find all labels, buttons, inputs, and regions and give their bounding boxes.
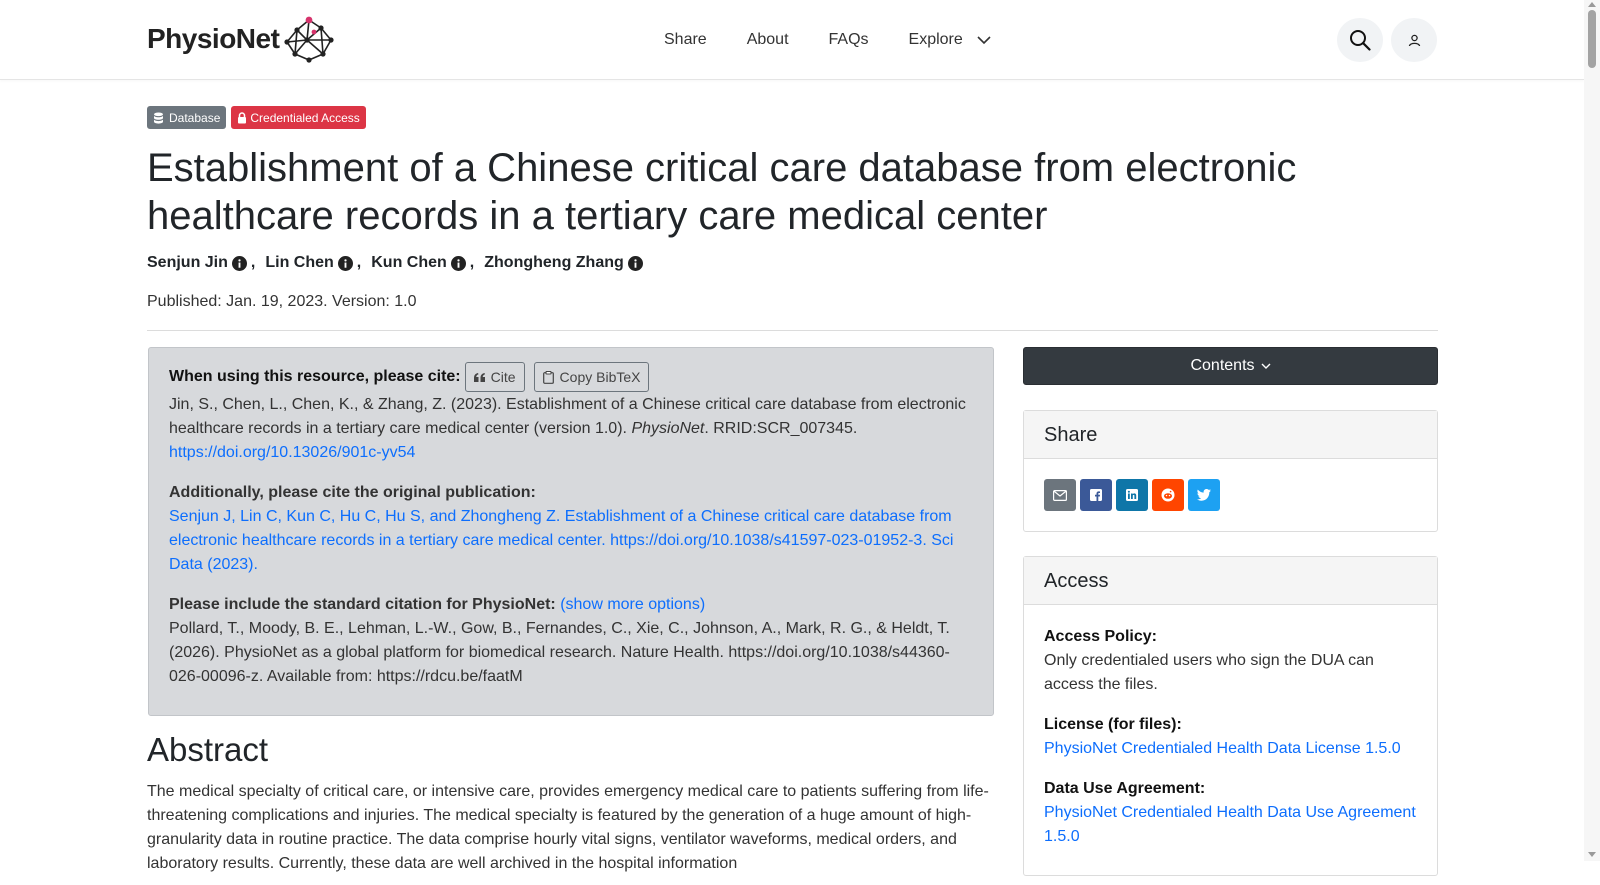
chevron-down-icon — [1261, 363, 1271, 370]
license-link[interactable]: PhysioNet Credentialed Health Data License 1.5.0 — [1044, 740, 1401, 757]
physionet-network-logo-icon — [281, 14, 337, 64]
search-button[interactable] — [1337, 18, 1383, 62]
citation-journal: PhysioNet — [631, 420, 705, 437]
access-policy-text: Only credentialed users who sign the DUA can access the files. — [1044, 652, 1374, 693]
project-badges — [147, 106, 371, 129]
author-list — [147, 251, 643, 275]
copy-bibtex-button[interactable] — [534, 362, 650, 392]
brand-logo-link[interactable] — [147, 14, 337, 64]
info-circle-icon[interactable] — [338, 256, 353, 271]
user-icon — [1408, 34, 1421, 47]
quote-icon — [474, 373, 485, 382]
info-circle-icon[interactable] — [451, 256, 466, 271]
main-nav — [664, 28, 1031, 52]
dua-label: Data Use Agreement: — [1044, 780, 1206, 797]
page-title: Establishment of a Chinese critical care database from electronic healthcare records in a tertiary care medical center — [147, 146, 1297, 238]
author-name: Lin Chen — [265, 254, 334, 271]
linkedin-icon — [1126, 489, 1138, 501]
author-name: Zhongheng Zhang — [484, 254, 624, 271]
citation-text-main: Jin, S., Chen, L., Chen, K., & Zhang, Z. (2023). Establishment of a Chinese critical care database from electronic healthcare records in a tertiary care medical center (version 1.0). — [169, 396, 966, 437]
original-publication-heading: Additionally, please cite the original publication: — [169, 484, 536, 501]
author-item[interactable] — [371, 251, 466, 275]
nav-about[interactable]: About — [746, 31, 789, 48]
chevron-down-icon — [977, 36, 991, 45]
access-policy-label: Access Policy: — [1044, 628, 1157, 645]
original-publication-link[interactable]: Senjun J, Lin C, Kun C, Hu C, Hu S, and Zhongheng Z. Establishment of a Chinese critical care database from electronic healthcare records in a tertiary care medical center. https://doi.org/10.1038/s41597-023-01952-3. Sci Data (2023). — [169, 508, 954, 573]
standard-citation-heading: Please include the standard citation for PhysioNet: — [169, 596, 556, 613]
twitter-icon — [1197, 489, 1211, 501]
scroll-up-arrow-icon[interactable] — [1588, 2, 1596, 7]
author-separator: , — [356, 254, 362, 271]
author-separator: , — [469, 254, 475, 271]
standard-citation-text: Pollard, T., Moody, B. E., Lehman, L.-W., Gow, B., Fernandes, C., Xie, C., Johnson, A., Mark, R. G., & Heldt, T. (2026). PhysioNet as a global platform for biomedical research. Nature Health. https://doi.org/10.1038/s44360-026-00096-z. Available from: https://rdcu.be/faatM — [169, 620, 950, 685]
citation-heading: When using this resource, please cite: — [169, 368, 461, 385]
citation-doi-link[interactable]: https://doi.org/10.13026/901c-yv54 — [169, 444, 416, 461]
access-card-heading: Access — [1024, 557, 1437, 605]
license-label: License (for files): — [1044, 716, 1182, 733]
show-more-options-link[interactable]: (show more options) — [560, 596, 706, 613]
author-item[interactable] — [147, 251, 247, 275]
database-badge — [147, 106, 226, 129]
published-info: Published: Jan. 19, 2023. Version: 1.0 — [147, 293, 417, 310]
database-icon — [153, 112, 164, 124]
scrollbar-thumb[interactable] — [1588, 10, 1596, 68]
citation-text — [169, 393, 973, 465]
header-divider — [147, 330, 1438, 331]
email-icon — [1053, 490, 1067, 501]
cite-button[interactable] — [465, 362, 525, 392]
top-navbar — [0, 0, 1584, 80]
author-item[interactable] — [265, 251, 352, 275]
page-scrollbar[interactable] — [1584, 0, 1600, 861]
info-circle-icon[interactable] — [628, 256, 643, 271]
share-card — [1023, 410, 1438, 532]
author-name: Senjun Jin — [147, 254, 228, 271]
account-button[interactable] — [1391, 18, 1437, 62]
reddit-icon — [1161, 488, 1175, 502]
copy-bibtex-label: Copy BibTeX — [559, 369, 641, 385]
brand-name: PhysioNet — [147, 23, 280, 54]
database-badge-label: Database — [169, 110, 221, 125]
share-twitter-button[interactable] — [1188, 479, 1220, 511]
nav-explore[interactable] — [909, 28, 991, 52]
access-card — [1023, 556, 1438, 876]
nav-share[interactable]: Share — [664, 31, 707, 48]
clipboard-icon — [543, 371, 554, 384]
info-circle-icon[interactable] — [232, 256, 247, 271]
nav-faqs[interactable]: FAQs — [828, 31, 869, 48]
citation-box — [148, 347, 994, 716]
abstract-heading: Abstract — [147, 731, 269, 768]
lock-icon — [237, 112, 247, 124]
search-icon — [1349, 29, 1371, 51]
contents-dropdown-button[interactable] — [1023, 347, 1438, 385]
share-card-heading: Share — [1024, 411, 1437, 459]
dua-link[interactable]: PhysioNet Credentialed Health Data Use Agreement 1.5.0 — [1044, 804, 1416, 845]
share-email-button[interactable] — [1044, 479, 1076, 511]
contents-button-label: Contents — [1190, 357, 1255, 374]
abstract-text: The medical specialty of critical care, or intensive care, provides emergency medical care to patients suffering from life-threatening complications and injuries. The medical specialty is featured by the generation of a huge amount of high-granularity data in routine practice. The data comprise hourly vital signs, ventilator waveforms, medical orders, and laboratory results. Currently, these data are well archived in the hospital information — [147, 783, 989, 872]
facebook-icon — [1090, 489, 1102, 501]
credentialed-access-label: Credentialed Access — [250, 110, 360, 125]
citation-rrid: . RRID:SCR_007345. — [704, 420, 858, 437]
share-linkedin-button[interactable] — [1116, 479, 1148, 511]
author-separator: , — [250, 254, 256, 271]
nav-explore-label: Explore — [908, 31, 963, 48]
share-reddit-button[interactable] — [1152, 479, 1184, 511]
scroll-down-arrow-icon[interactable] — [1588, 852, 1596, 857]
share-facebook-button[interactable] — [1080, 479, 1112, 511]
author-name: Kun Chen — [371, 254, 447, 271]
credentialed-access-badge — [231, 106, 365, 129]
author-item[interactable] — [484, 251, 643, 275]
cite-button-label: Cite — [490, 369, 516, 385]
